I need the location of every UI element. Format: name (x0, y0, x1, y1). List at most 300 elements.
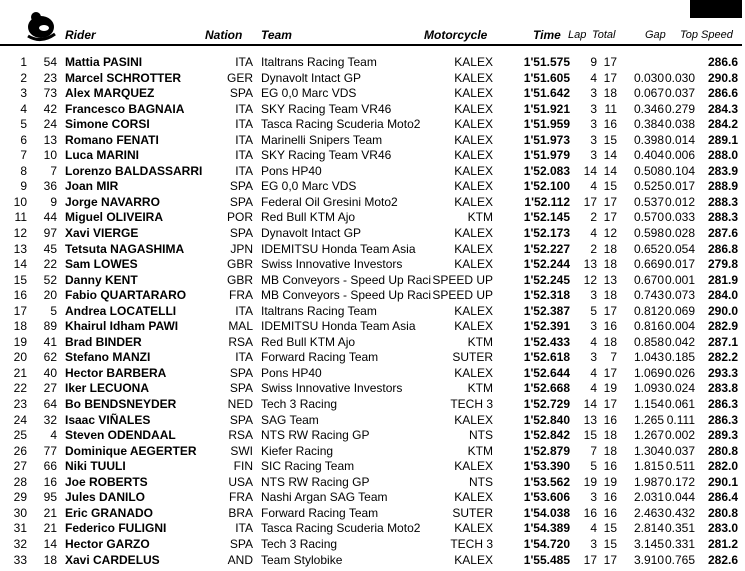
top-speed-cell: 289.3 (707, 428, 738, 443)
lap-time-cell: 1'52.173 (523, 226, 570, 241)
rider-number-cell: 97 (43, 226, 57, 241)
lap-number-cell: 2 (590, 241, 597, 256)
position-cell: 10 (13, 194, 27, 209)
lap-number-cell: 14 (583, 397, 597, 412)
lap-time-cell: 1'52.842 (523, 428, 570, 443)
header-corner-block (690, 0, 742, 18)
position-cell: 14 (13, 257, 27, 272)
nation-cell: MAL (228, 319, 253, 334)
position-cell: 1 (20, 55, 27, 69)
rider-name-cell: Danny KENT (65, 272, 138, 287)
lap-number-cell: 3 (590, 319, 597, 334)
table-row (0, 148, 745, 164)
top-speed-cell: 283.0 (707, 521, 738, 536)
top-speed-cell: 282.9 (707, 319, 738, 334)
nation-cell: FRA (229, 288, 253, 303)
top-speed-cell: 290.1 (707, 474, 738, 489)
team-cell: SKY Racing Team VR46 (261, 148, 392, 163)
nation-cell: SPA (229, 86, 253, 101)
table-row (0, 102, 745, 118)
motorcycle-cell: KTM (467, 381, 493, 396)
gap-previous-cell: 0.069 (664, 303, 695, 318)
gap-first-cell: 1.815 (633, 459, 664, 474)
lap-time-cell: 1'52.840 (523, 412, 570, 427)
total-laps-cell: 17 (603, 210, 617, 225)
gap-previous-cell: 0.024 (664, 381, 695, 396)
gap-previous-cell: 0.185 (664, 350, 695, 365)
total-laps-cell: 15 (603, 132, 617, 147)
rider-name-cell: Khairul Idham PAWI (65, 319, 179, 334)
header-total: Total (592, 29, 616, 41)
rider-name-cell: Jules DANILO (65, 490, 146, 505)
lap-time-cell: 1'53.606 (523, 490, 570, 505)
gap-previous-cell: 0.104 (664, 163, 695, 178)
position-cell: 5 (20, 117, 27, 132)
gap-previous-cell: 0.002 (664, 428, 695, 443)
team-cell: Federal Oil Gresini Moto2 (261, 194, 398, 209)
top-speed-cell: 280.8 (707, 443, 738, 458)
nation-cell: AND (227, 552, 253, 567)
lap-time-cell: 1'52.433 (523, 334, 570, 349)
table-row (0, 350, 745, 366)
motorcycle-cell: KALEX (454, 241, 493, 256)
team-cell: SIC Racing Team (261, 459, 355, 474)
rider-number-cell: 5 (50, 303, 57, 318)
nation-cell: USA (228, 474, 253, 489)
header-divider (0, 44, 742, 46)
table-row (0, 195, 745, 211)
position-cell: 12 (13, 226, 27, 241)
team-cell: NTS RW Racing GP (261, 474, 370, 489)
gap-first-cell: 0.384 (633, 117, 664, 132)
motorcycle-cell: KALEX (454, 163, 493, 178)
table-row (0, 164, 745, 180)
team-cell: MB Conveyors - Speed Up Raci (261, 288, 432, 303)
position-cell: 27 (13, 459, 27, 474)
position-cell: 6 (20, 132, 27, 147)
motorcycle-cell: NTS (469, 474, 493, 489)
rider-number-cell: 44 (43, 210, 57, 225)
nation-cell: SPA (229, 194, 253, 209)
gap-previous-cell: 0.001 (664, 272, 695, 287)
rider-number-cell: 21 (43, 521, 57, 536)
rider-number-cell: 52 (43, 272, 57, 287)
gap-previous-cell: 0.006 (664, 148, 695, 163)
rider-number-cell: 64 (43, 397, 57, 412)
team-cell: Pons HP40 (261, 163, 322, 178)
team-cell: IDEMITSU Honda Team Asia (261, 319, 416, 334)
total-laps-cell: 12 (603, 226, 617, 241)
gap-previous-cell: 0.111 (666, 412, 695, 427)
rider-number-cell: 21 (43, 505, 57, 520)
rider-name-cell: Francesco BAGNAIA (65, 101, 185, 116)
gap-previous-cell: 0.172 (664, 474, 695, 489)
team-cell: SAG Team (261, 412, 319, 427)
total-laps-cell: 16 (603, 505, 617, 520)
motorcycle-cell: TECH 3 (450, 397, 493, 412)
rider-number-cell: 77 (43, 443, 57, 458)
table-row (0, 444, 745, 460)
lap-time-cell: 1'53.390 (523, 459, 570, 474)
team-cell: Pons HP40 (261, 365, 322, 380)
position-cell: 7 (20, 148, 27, 163)
top-speed-cell: 280.8 (707, 505, 738, 520)
table-row (0, 319, 745, 335)
team-cell: Red Bull KTM Ajo (261, 210, 356, 225)
position-cell: 16 (13, 288, 27, 303)
motorcycle-cell: SUTER (452, 350, 493, 365)
lap-time-cell: 1'52.879 (523, 443, 570, 458)
gap-first-cell: 0.067 (633, 86, 664, 101)
nation-cell: BRA (228, 505, 253, 520)
table-row (0, 397, 745, 413)
table-row (0, 257, 745, 273)
motorcycle-cell: KALEX (454, 70, 493, 85)
gap-previous-cell: 0.073 (664, 288, 695, 303)
motorcycle-cell: KALEX (454, 194, 493, 209)
lap-time-cell: 1'52.618 (523, 350, 570, 365)
team-cell: Marinelli Snipers Team (261, 132, 383, 147)
rider-name-cell: Niki TUULI (65, 459, 126, 474)
table-row (0, 304, 745, 320)
total-laps-cell: 11 (604, 101, 617, 116)
table-row (0, 335, 745, 351)
rider-name-cell: Joe ROBERTS (65, 474, 148, 489)
total-laps-cell: 16 (603, 117, 617, 132)
rider-number-cell: 24 (43, 117, 57, 132)
position-cell: 11 (14, 210, 27, 225)
rider-number-cell: 14 (43, 536, 57, 551)
table-row (0, 366, 745, 382)
gap-previous-cell: 0.033 (664, 210, 695, 225)
lap-number-cell: 4 (590, 521, 597, 536)
team-cell: Tasca Racing Scuderia Moto2 (261, 117, 421, 132)
rider-number-cell: 42 (43, 101, 57, 116)
lap-time-cell: 1'52.244 (523, 257, 570, 272)
table-row (0, 381, 745, 397)
gap-previous-cell: 0.765 (664, 552, 695, 567)
motorcycle-cell: KTM (467, 443, 493, 458)
lap-number-cell: 3 (590, 132, 597, 147)
nation-cell: SPA (229, 536, 253, 551)
lap-number-cell: 16 (583, 505, 597, 520)
total-laps-cell: 19 (603, 474, 617, 489)
gap-previous-cell: 0.028 (664, 226, 695, 241)
rider-name-cell: Tetsuta NAGASHIMA (65, 241, 185, 256)
top-speed-cell: 286.8 (707, 241, 738, 256)
team-cell: Swiss Innovative Investors (261, 257, 403, 272)
position-cell: 33 (13, 552, 27, 567)
rider-name-cell: Miguel OLIVEIRA (65, 210, 164, 225)
gap-previous-cell: 0.012 (664, 194, 695, 209)
gap-previous-cell: 0.017 (664, 179, 695, 194)
position-cell: 24 (13, 412, 27, 427)
lap-time-cell: 1'52.668 (523, 381, 570, 396)
gap-previous-cell: 0.037 (664, 86, 695, 101)
rider-number-cell: 9 (50, 194, 57, 209)
rider-number-cell: 36 (43, 179, 57, 194)
lap-number-cell: 3 (590, 86, 597, 101)
total-laps-cell: 18 (603, 86, 617, 101)
lap-number-cell: 3 (590, 288, 597, 303)
motorcycle-cell: KALEX (454, 132, 493, 147)
motorcycle-cell: KALEX (454, 459, 493, 474)
table-row (0, 86, 745, 102)
table-row (0, 179, 745, 195)
team-cell: IDEMITSU Honda Team Asia (261, 241, 416, 256)
nation-cell: POR (226, 210, 253, 225)
position-cell: 25 (13, 428, 27, 443)
lap-time-cell: 1'52.145 (523, 210, 570, 225)
position-cell: 28 (13, 474, 27, 489)
nation-cell: ITA (235, 303, 253, 318)
total-laps-cell: 17 (603, 70, 617, 85)
nation-cell: RSA (228, 334, 253, 349)
position-cell: 17 (13, 303, 27, 318)
lap-time-cell: 1'51.642 (523, 86, 570, 101)
rider-name-cell: Fabio QUARTARARO (65, 288, 187, 303)
lap-time-cell: 1'54.038 (523, 505, 570, 520)
nation-cell: GBR (226, 272, 253, 287)
header-team: Team (261, 28, 292, 42)
gap-first-cell: 0.570 (633, 210, 664, 225)
gap-previous-cell: 0.331 (664, 536, 695, 551)
nation-cell: GER (226, 70, 253, 85)
gap-first-cell: 0.508 (633, 163, 664, 178)
gap-previous-cell: 0.004 (664, 319, 695, 334)
table-row (0, 133, 745, 149)
position-cell: 23 (13, 397, 27, 412)
total-laps-cell: 17 (603, 303, 617, 318)
top-speed-cell: 283.9 (707, 163, 738, 178)
lap-time-cell: 1'54.720 (523, 536, 570, 551)
total-laps-cell: 15 (603, 536, 617, 551)
total-laps-cell: 16 (603, 459, 617, 474)
motorcycle-cell: SPEED UP (432, 288, 493, 303)
rider-name-cell: Mattia PASINI (65, 55, 143, 69)
table-row (0, 553, 745, 569)
lap-number-cell: 13 (583, 257, 597, 272)
lap-time-cell: 1'52.318 (523, 288, 570, 303)
gap-previous-cell: 0.042 (664, 334, 695, 349)
lap-number-cell: 3 (590, 148, 597, 163)
nation-cell: ITA (235, 163, 253, 178)
results-table (0, 55, 745, 568)
lap-time-cell: 1'54.389 (523, 521, 570, 536)
gap-first-cell: 1.043 (633, 350, 664, 365)
motorcycle-cell: SPEED UP (432, 272, 493, 287)
table-row (0, 537, 745, 553)
gap-first-cell: 0.858 (633, 334, 664, 349)
gap-first-cell: 0.816 (633, 319, 664, 334)
total-laps-cell: 17 (603, 55, 617, 69)
position-cell: 18 (13, 319, 27, 334)
motorcycle-cell: KALEX (454, 257, 493, 272)
motorcycle-cell: KTM (467, 334, 493, 349)
rider-number-cell: 89 (43, 319, 57, 334)
lap-number-cell: 19 (583, 474, 597, 489)
gap-first-cell: 0.598 (633, 226, 664, 241)
rider-name-cell: Lorenzo BALDASSARRI (65, 163, 203, 178)
top-speed-cell: 288.9 (707, 179, 738, 194)
rider-name-cell: Stefano MANZI (65, 350, 151, 365)
top-speed-cell: 281.9 (707, 272, 738, 287)
rider-name-cell: Hector GARZO (65, 536, 150, 551)
gap-first-cell: 0.537 (633, 194, 664, 209)
position-cell: 13 (13, 241, 27, 256)
table-row (0, 475, 745, 491)
rider-number-cell: 73 (43, 86, 57, 101)
motorcycle-cell: TECH 3 (450, 536, 493, 551)
gap-previous-cell: 0.026 (664, 365, 695, 380)
lap-time-cell: 1'52.729 (523, 397, 570, 412)
total-laps-cell: 18 (603, 288, 617, 303)
motorcycle-cell: NTS (469, 428, 493, 443)
nation-cell: FIN (233, 459, 253, 474)
lap-time-cell: 1'52.227 (523, 241, 570, 256)
top-speed-cell: 287.6 (707, 226, 738, 241)
table-row (0, 273, 745, 289)
rider-number-cell: 95 (43, 490, 57, 505)
gap-first-cell: 0.669 (633, 257, 664, 272)
rider-number-cell: 23 (43, 70, 57, 85)
top-speed-cell: 288.3 (707, 194, 738, 209)
team-cell: Team Stylobike (261, 552, 343, 567)
motorcycle-cell: KALEX (454, 552, 493, 567)
table-header (0, 0, 745, 48)
rider-name-cell: Iker LECUONA (65, 381, 150, 396)
total-laps-cell: 17 (603, 365, 617, 380)
motorcycle-cell: KALEX (454, 179, 493, 194)
position-cell: 8 (20, 163, 27, 178)
rider-name-cell: Romano FENATI (65, 132, 159, 147)
total-laps-cell: 16 (603, 490, 617, 505)
lap-number-cell: 5 (590, 459, 597, 474)
nation-cell: ITA (235, 101, 253, 116)
nation-cell: SPA (229, 226, 253, 241)
motorcycle-cell: KALEX (454, 521, 493, 536)
lap-number-cell: 17 (583, 552, 597, 567)
header-nation: Nation (205, 28, 243, 42)
table-row (0, 226, 745, 242)
gap-first-cell: 0.743 (633, 288, 664, 303)
team-cell: SKY Racing Team VR46 (261, 101, 392, 116)
top-speed-cell: 286.6 (707, 55, 738, 69)
position-cell: 22 (13, 381, 27, 396)
top-speed-cell: 283.8 (707, 381, 738, 396)
total-laps-cell: 15 (603, 521, 617, 536)
rider-name-cell: Xavi CARDELUS (65, 552, 160, 567)
team-cell: Italtrans Racing Team (261, 303, 377, 318)
nation-cell: FRA (229, 490, 253, 505)
team-cell: Italtrans Racing Team (261, 55, 377, 69)
table-row (0, 490, 745, 506)
gap-previous-cell: 0.014 (664, 132, 695, 147)
gap-first-cell: 1.987 (633, 474, 664, 489)
gap-first-cell: 1.069 (633, 365, 664, 380)
table-row (0, 71, 745, 87)
rider-number-cell: 10 (43, 148, 57, 163)
lap-time-cell: 1'51.575 (523, 55, 570, 69)
rider-name-cell: Luca MARINI (65, 148, 140, 163)
total-laps-cell: 18 (603, 334, 617, 349)
lap-number-cell: 15 (583, 428, 597, 443)
rider-name-cell: Andrea LOCATELLI (65, 303, 177, 318)
nation-cell: ITA (235, 148, 253, 163)
position-cell: 9 (20, 179, 27, 194)
team-cell: MB Conveyors - Speed Up Raci (261, 272, 432, 287)
nation-cell: ITA (235, 350, 253, 365)
table-row (0, 521, 745, 537)
nation-cell: ITA (235, 117, 253, 132)
rider-name-cell: Alex MARQUEZ (65, 86, 155, 101)
total-laps-cell: 14 (603, 163, 617, 178)
table-row (0, 459, 745, 475)
top-speed-cell: 286.6 (707, 86, 738, 101)
total-laps-cell: 18 (603, 241, 617, 256)
total-laps-cell: 15 (603, 179, 617, 194)
motorcycle-cell: KALEX (454, 412, 493, 427)
gap-previous-cell: 0.279 (664, 101, 695, 116)
rider-name-cell: Brad BINDER (65, 334, 142, 349)
total-laps-cell: 18 (603, 443, 617, 458)
top-speed-cell: 282.0 (707, 459, 738, 474)
top-speed-cell: 282.2 (707, 350, 738, 365)
total-laps-cell: 14 (603, 148, 617, 163)
rider-name-cell: Jorge NAVARRO (65, 194, 160, 209)
gap-first-cell: 0.670 (633, 272, 664, 287)
gap-first-cell: 0.346 (633, 101, 664, 116)
lap-number-cell: 12 (583, 272, 597, 287)
lap-time-cell: 1'51.973 (523, 132, 570, 147)
gap-previous-cell: 0.432 (664, 505, 695, 520)
team-cell: Nashi Argan SAG Team (261, 490, 388, 505)
lap-number-cell: 4 (590, 226, 597, 241)
motorcycle-cell: KALEX (454, 226, 493, 241)
table-row (0, 413, 745, 429)
top-speed-cell: 288.3 (707, 210, 738, 225)
nation-cell: SPA (229, 179, 253, 194)
total-laps-cell: 13 (603, 272, 617, 287)
lap-number-cell: 3 (590, 490, 597, 505)
lap-time-cell: 1'52.387 (523, 303, 570, 318)
lap-number-cell: 3 (590, 101, 597, 116)
motorcycle-cell: KALEX (454, 55, 493, 69)
position-cell: 21 (13, 365, 27, 380)
position-cell: 26 (13, 443, 27, 458)
motorcycle-cell: KALEX (454, 86, 493, 101)
top-speed-cell: 286.3 (707, 412, 738, 427)
rider-name-cell: Eric GRANADO (65, 505, 154, 520)
top-speed-cell: 281.2 (707, 536, 738, 551)
table-row (0, 506, 745, 522)
nation-cell: SWI (230, 443, 253, 458)
motorcycle-cell: KTM (467, 210, 493, 225)
rider-number-cell: 40 (43, 365, 57, 380)
motorcycle-cell: KALEX (454, 319, 493, 334)
total-laps-cell: 18 (603, 257, 617, 272)
nation-cell: SPA (229, 412, 253, 427)
table-row (0, 242, 745, 258)
gap-first-cell: 0.030 (633, 70, 664, 85)
gap-first-cell: 0.812 (633, 303, 664, 318)
lap-time-cell: 1'52.083 (523, 163, 570, 178)
table-row (0, 428, 745, 444)
total-laps-cell: 19 (603, 381, 617, 396)
top-speed-cell: 284.3 (707, 101, 738, 116)
gap-previous-cell: 0.061 (664, 397, 695, 412)
lap-number-cell: 3 (590, 350, 597, 365)
